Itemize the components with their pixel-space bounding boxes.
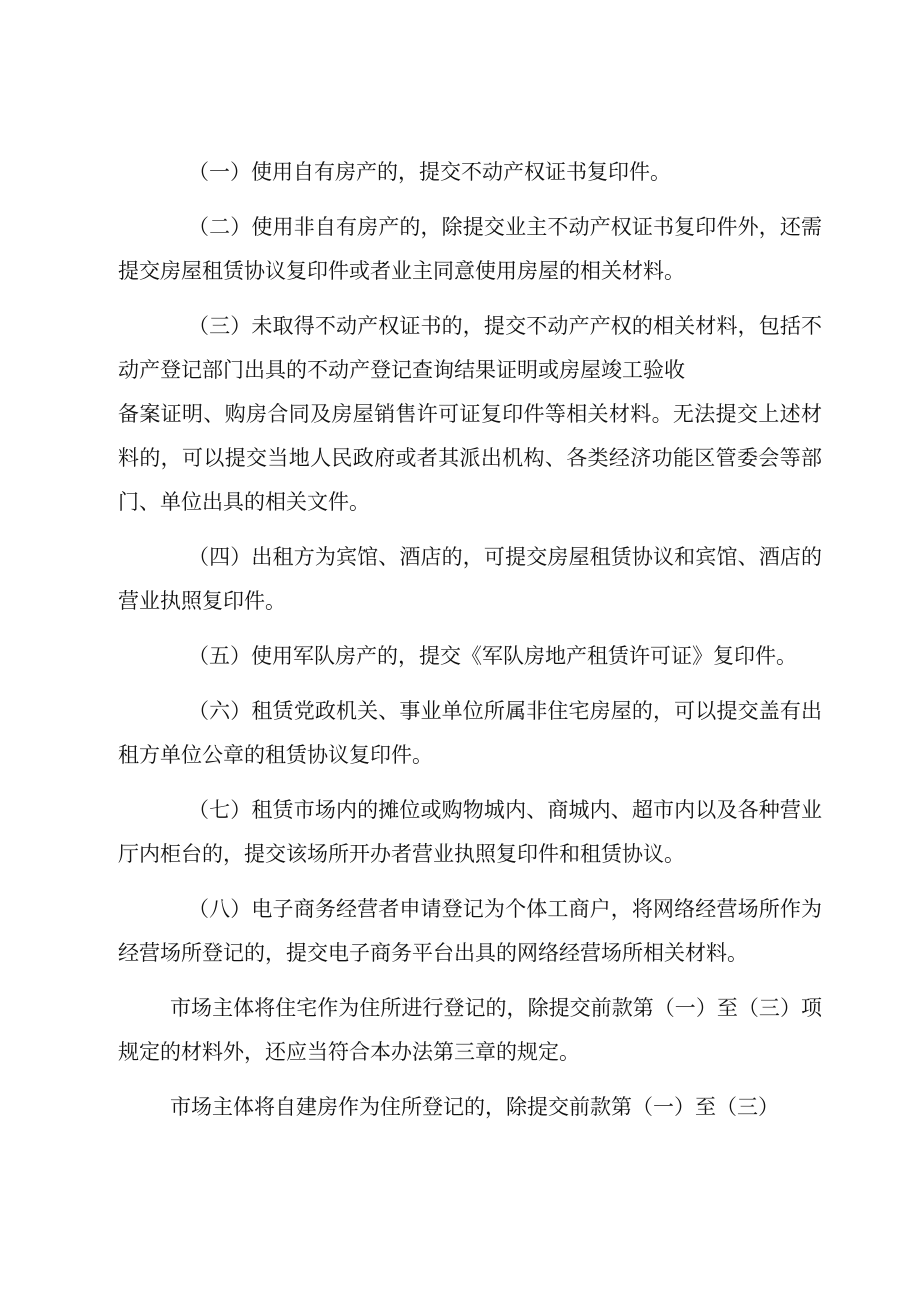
document-body <box>118 150 822 1140</box>
paragraph-item-7: （七）租赁市场内的摊位或购物城内、商城内、超市内以及各种营业厅内柜台的，提交该场所开办者营业执照复印件和租赁协议。 <box>118 798 822 866</box>
paragraph-self-built-clause: 市场主体将自建房作为住所登记的，除提交前款第（一）至（三） <box>170 1095 779 1119</box>
paragraph-item-6: （六）租赁党政机关、事业单位所属非住宅房屋的，可以提交盖有出租方单位公章的租赁协议复印件。 <box>118 699 822 767</box>
paragraph-residence-clause: 市场主体将住宅作为住所进行登记的，除提交前款第（一）至（三）项规定的材料外，还应当符合本办法第三章的规定。 <box>118 996 822 1064</box>
paragraph-item-3: （三）未取得不动产权证书的，提交不动产产权的相关材料，包括不动产登记部门出具的不动产登记查询结果证明或房屋竣工验收 备案证明、购房合同及房屋销售许可证复印件等相关材料。无法提交上述材料的，可以提交当地人民政府或者其派出机构、各类经济功能区管委会等部门、单位出具的相关文件。 <box>118 314 822 514</box>
paragraph-item-1: （一）使用自有房产的，提交不动产权证书复印件。 <box>188 160 671 184</box>
paragraph-item-8: （八）电子商务经营者申请登记为个体工商户，将网络经营场所作为经营场所登记的，提交电子商务平台出具的网络经营场所相关材料。 <box>118 897 822 965</box>
paragraph-item-5: （五）使用军队房产的，提交《军队房地产租赁许可证》复印件。 <box>188 644 797 668</box>
paragraph-item-2: （二）使用非自有房产的，除提交业主不动产权证书复印件外，还需提交房屋租赁协议复印件或者业主同意使用房屋的相关材料。 <box>118 215 822 283</box>
paragraph-item-4: （四）出租方为宾馆、酒店的，可提交房屋租赁协议和宾馆、酒店的营业执照复印件。 <box>118 545 822 613</box>
